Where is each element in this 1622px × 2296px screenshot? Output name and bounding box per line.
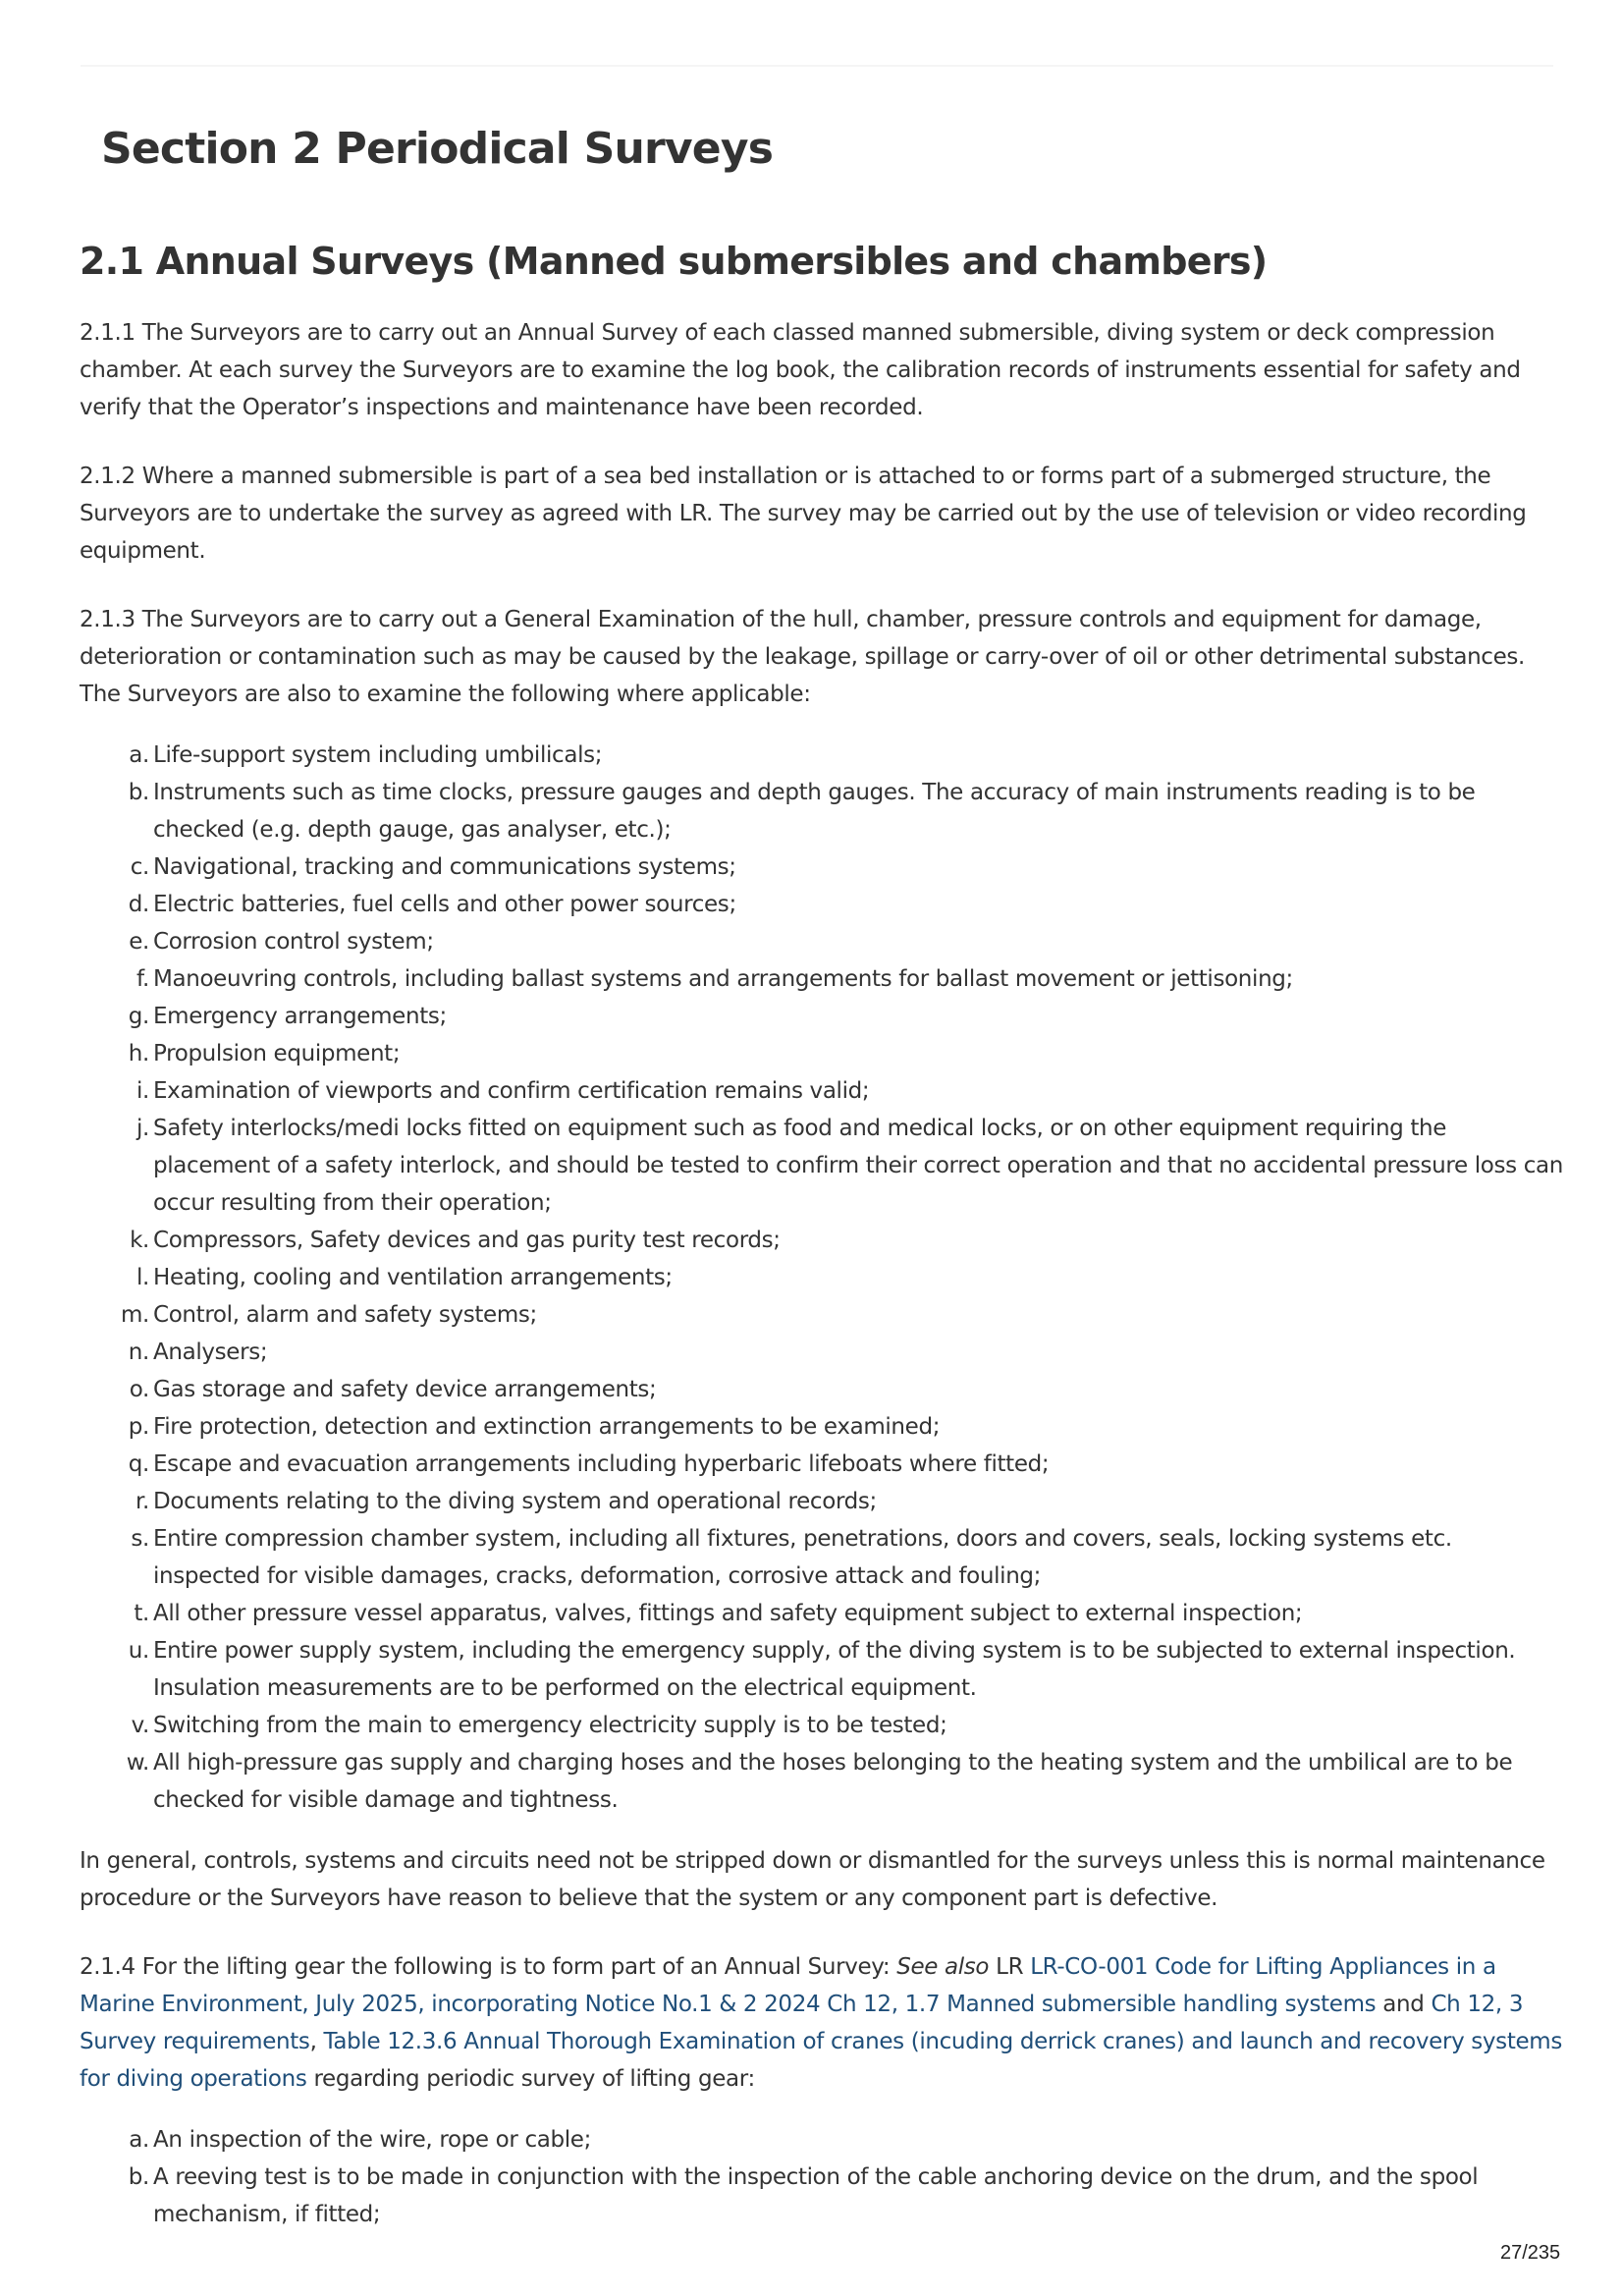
list-item: [80, 848, 1564, 886]
list-item-text: Corrosion control system;: [153, 929, 434, 955]
link-survey-requirements[interactable]: Ch 12, 3 Survey requirements: [80, 1992, 1524, 2054]
list-item: [80, 1483, 1564, 1520]
list-marker: b.: [128, 2164, 149, 2190]
list-item: [80, 1334, 1564, 1371]
list-item-text: Examination of viewports and confirm certification remains valid;: [153, 1078, 870, 1104]
paragraph-2-1-3: 2.1.3 The Surveyors are to carry out a General Examination of the hull, chamber, pressure controls and equipment for damage, deterioration or contamination such as may be caused by the leakage, spillage or carry-over of oil or other detrimental substances. The Surveyors are also to examine the following where applicable:: [80, 607, 1525, 707]
paragraph-general: In general, controls, systems and circuits need not be stripped down or dismantled for the surveys unless this is normal maintenance procedure or the Surveyors have reason to believe that the system or any component part is defective.: [80, 1848, 1545, 1911]
list-item-text: Entire power supply system, including the emergency supply, of the diving system is to be subjected to external inspection. Insulation measurements are to be performed on the electrical equipment.: [153, 1638, 1516, 1701]
list-marker: d.: [128, 892, 149, 917]
list-item-text: Control, alarm and safety systems;: [153, 1302, 537, 1328]
list-marker: r.: [135, 1489, 149, 1514]
list-item: [80, 923, 1564, 960]
list-item: [80, 2159, 1564, 2233]
list-item-text: Entire compression chamber system, including all fixtures, penetrations, doors and covers, seals, locking systems etc. inspected for visible damages, cracks, deformation, corrosive attack and fouling;: [153, 1526, 1452, 1589]
link-lifting-appliances-code[interactable]: LR-CO-001 Code for Lifting Appliances in a Marine Environment, July 2025, incorporating Notice No.1 & 2 2024 Ch 12, 1.7 Manned submersible handling systems: [80, 1954, 1496, 2017]
list-marker: f.: [135, 966, 149, 992]
list-marker: i.: [135, 1078, 149, 1104]
list-marker: m.: [120, 1302, 149, 1328]
list-item-text: All high-pressure gas supply and charging hoses and the hoses belonging to the heating system and the umbilical are to be checked for visible damage and tightness.: [153, 1750, 1513, 1813]
list-item: [80, 1035, 1564, 1072]
link-table-12-3-6[interactable]: Table 12.3.6 Annual Thorough Examination of cranes (incuding derrick cranes) and launch and recovery systems for diving operations: [80, 2029, 1562, 2092]
list-item: [80, 1520, 1564, 1595]
list-marker: n.: [128, 1339, 149, 1365]
list-item-text: Analysers;: [153, 1339, 268, 1365]
list-marker: k.: [130, 1228, 149, 1253]
list-item: [80, 886, 1564, 923]
paragraph-2-1-4: [80, 1948, 1564, 2098]
list-item-text: Navigational, tracking and communications systems;: [153, 854, 736, 880]
list-marker: a.: [129, 2127, 149, 2153]
list-item: [80, 737, 1564, 774]
list-item-text: Switching from the main to emergency electricity supply is to be tested;: [153, 1713, 947, 1738]
list-marker: a.: [129, 742, 149, 768]
page-number: 27/235: [1500, 2242, 1561, 2264]
lr-text: LR: [989, 1954, 1031, 1980]
list-marker: h.: [128, 1041, 149, 1066]
list-marker: p.: [128, 1414, 149, 1440]
list-marker: c.: [130, 854, 149, 880]
section-title: Section 2 Periodical Surveys: [101, 124, 774, 174]
list-item: [80, 1110, 1564, 1222]
list-marker: j.: [135, 1116, 149, 1141]
list-item: [80, 998, 1564, 1035]
list-item-text: Heating, cooling and ventilation arrangements;: [153, 1265, 673, 1290]
lifting-gear-list: [80, 2121, 1564, 2233]
list-item: [80, 1632, 1564, 1707]
p214-lead: 2.1.4 For the lifting gear the following is to form part of an Annual Survey:: [80, 1954, 897, 1980]
list-item: [80, 1296, 1564, 1334]
list-item-text: Compressors, Safety devices and gas purity test records;: [153, 1228, 781, 1253]
subsection-title: 2.1 Annual Surveys (Manned submersibles and chambers): [80, 240, 1268, 283]
list-marker: l.: [135, 1265, 149, 1290]
list-item: [80, 1744, 1564, 1819]
list-item-text: Propulsion equipment;: [153, 1041, 401, 1066]
header-divider: [81, 65, 1553, 67]
document-body: [80, 314, 1564, 2257]
list-item-text: Emergency arrangements;: [153, 1004, 447, 1029]
list-item-text: Electric batteries, fuel cells and other power sources;: [153, 892, 736, 917]
list-item-text: Documents relating to the diving system and operational records;: [153, 1489, 877, 1514]
list-item: [80, 960, 1564, 998]
list-item-text: Instruments such as time clocks, pressure gauges and depth gauges. The accuracy of main instruments reading is to be checked (e.g. depth gauge, gas analyser, etc.);: [153, 780, 1476, 843]
list-marker: u.: [128, 1638, 149, 1664]
list-marker: g.: [128, 1004, 149, 1029]
list-item-text: Gas storage and safety device arrangements;: [153, 1377, 657, 1402]
p214-tail: regarding periodic survey of lifting gear:: [306, 2066, 755, 2092]
examination-list: [80, 737, 1564, 1819]
list-item: [80, 1371, 1564, 1408]
paragraph-2-1-2: 2.1.2 Where a manned submersible is part of a sea bed installation or is attached to or forms part of a submerged structure, the Surveyors are to undertake the survey as agreed with LR. The survey may be carried out by the use of television or video recording equipment.: [80, 464, 1527, 564]
list-item: [80, 1259, 1564, 1296]
list-item-text: A reeving test is to be made in conjunction with the inspection of the cable anchoring device on the drum, and the spool mechanism, if fitted;: [153, 2164, 1479, 2227]
list-marker: v.: [131, 1713, 149, 1738]
list-item-text: All other pressure vessel apparatus, valves, fittings and safety equipment subject to external inspection;: [153, 1601, 1303, 1626]
paragraph-2-1-1: 2.1.1 The Surveyors are to carry out an Annual Survey of each classed manned submersible, diving system or deck compression chamber. At each survey the Surveyors are to examine the log book, the calibration records of instruments essential for safety and verify that the Operator’s inspections and maintenance have been recorded.: [80, 320, 1521, 420]
list-marker: s.: [131, 1526, 149, 1552]
list-item: [80, 2121, 1564, 2159]
list-item: [80, 774, 1564, 848]
list-marker: o.: [129, 1377, 149, 1402]
list-marker: t.: [134, 1601, 149, 1626]
list-item-text: An inspection of the wire, rope or cable;: [153, 2127, 591, 2153]
see-also-text: See also: [896, 1954, 990, 1980]
list-marker: e.: [129, 929, 149, 955]
list-marker: w.: [126, 1750, 149, 1776]
list-marker: b.: [128, 780, 149, 805]
comma-text: ,: [309, 2029, 324, 2054]
list-item-text: Escape and evacuation arrangements including hyperbaric lifeboats where fitted;: [153, 1451, 1050, 1477]
list-item: [80, 1408, 1564, 1446]
list-marker: q.: [128, 1451, 149, 1477]
list-item: [80, 1707, 1564, 1744]
list-item-text: Safety interlocks/medi locks fitted on equipment such as food and medical locks, or on other equipment requiring the placement of a safety interlock, and should be tested to confirm their correct operation and that no accidental pressure loss can occur resulting from their operation;: [153, 1116, 1563, 1216]
list-item: [80, 1595, 1564, 1632]
list-item: [80, 1072, 1564, 1110]
list-item-text: Fire protection, detection and extinction arrangements to be examined;: [153, 1414, 941, 1440]
and-text: and: [1376, 1992, 1432, 2017]
list-item-text: Manoeuvring controls, including ballast systems and arrangements for ballast movement or jettisoning;: [153, 966, 1293, 992]
list-item: [80, 1446, 1564, 1483]
list-item-text: Life-support system including umbilicals;: [153, 742, 603, 768]
list-item: [80, 1222, 1564, 1259]
